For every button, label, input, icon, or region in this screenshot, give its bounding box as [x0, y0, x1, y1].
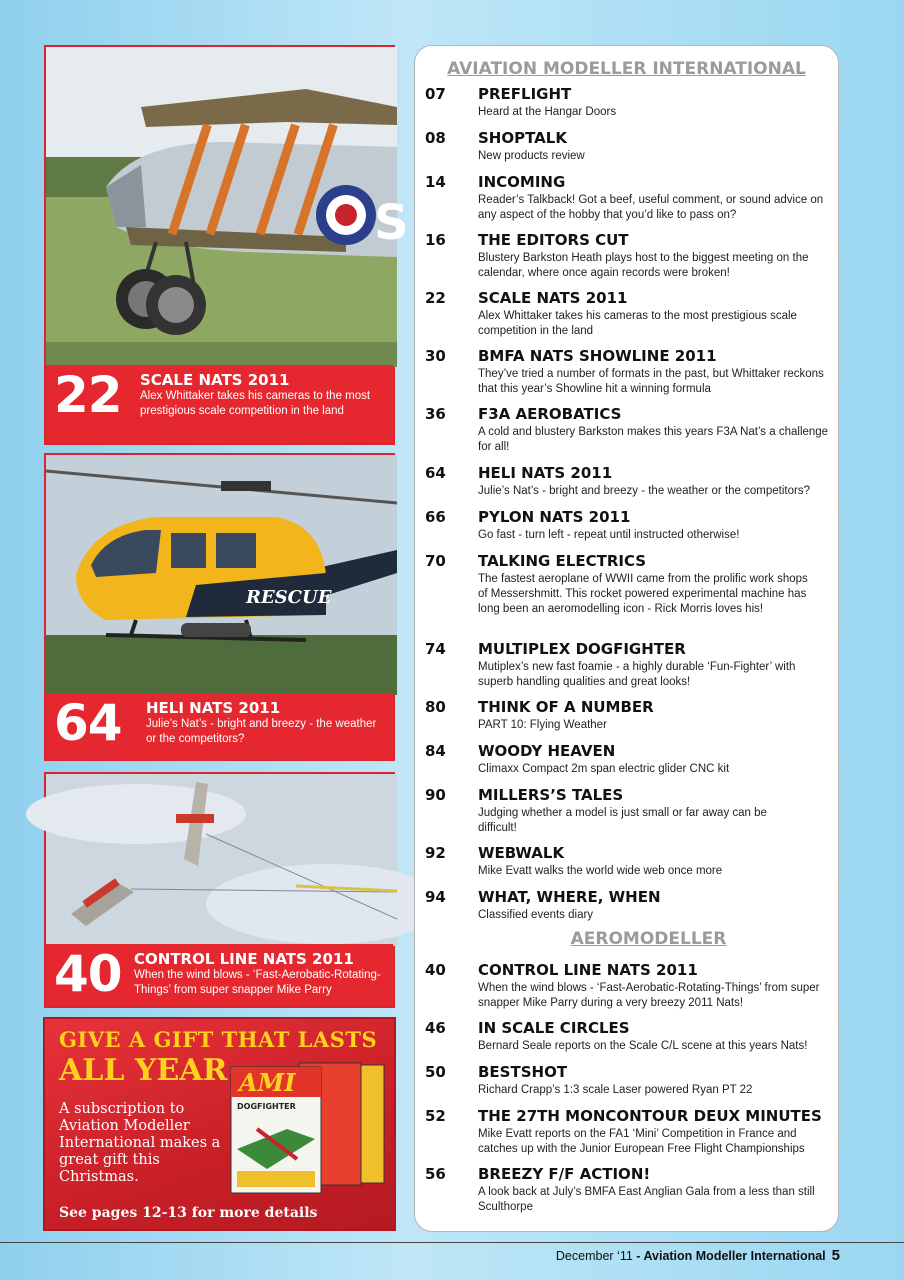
footer-date: December ‘11: [555, 1249, 633, 1263]
feature-page-number: 22: [54, 366, 122, 424]
feature-title: CONTROL LINE NATS 2011: [134, 950, 354, 968]
entry-title: TALKING ELECTRICS: [478, 552, 647, 570]
feature-scale-nats[interactable]: [44, 45, 409, 445]
entry-title: CONTROL LINE NATS 2011: [478, 961, 698, 979]
helicopter-photo: [46, 455, 393, 695]
biplane-photo: [46, 47, 409, 367]
feature-description: Julie’s Nat’s - bright and breezy - the weather or the competitors?: [146, 718, 377, 745]
control-line-photo: [46, 774, 393, 946]
gift-body-text: A subscription to Aviation Modeller International makes a great gift this Christmas.: [59, 1101, 221, 1185]
control-line-illustration: [46, 774, 397, 946]
feature-title: HELI NATS 2011: [146, 699, 281, 717]
footer-rule: [0, 1242, 904, 1243]
entry-page-number: 52: [425, 1107, 446, 1125]
entry-page-number: 66: [425, 508, 446, 526]
feature-caption: [46, 944, 393, 1006]
entry-description: Mutiplex’s new fast foamie - a highly durable ‘Fun-Fighter’ with superb handling qualities and great looks!: [478, 661, 796, 688]
entry-title: THINK OF A NUMBER: [478, 698, 654, 716]
entry-title: F3A AEROBATICS: [478, 405, 622, 423]
entry-title: BMFA NATS SHOWLINE 2011: [478, 347, 717, 365]
cover-logo: AMI: [239, 1068, 296, 1097]
entry-page-number: 64: [425, 464, 446, 482]
entry-description: When the wind blows - ‘Fast-Aerobatic-Rotating-Things’ from super snapper Mike Parry during a very breezy 2011 Nats!: [478, 982, 820, 1009]
feature-control-line-nats[interactable]: [44, 772, 395, 1008]
entry-page-number: 92: [425, 844, 446, 862]
entry-description: Bernard Seale reports on the Scale C/L scene at this years Nats!: [478, 1040, 808, 1052]
gift-headline-line2: ALL YEAR: [59, 1053, 228, 1088]
magazine-covers-image: [227, 1059, 392, 1199]
entry-page-number: 50: [425, 1063, 446, 1081]
entry-description: Blustery Barkston Heath plays host to the biggest meeting on the calendar, where once again records were broken!: [478, 252, 809, 279]
entry-description: They’ve tried a number of formats in the past, but Whittaker reckons that this year’s Showline hit a winning formula: [478, 368, 824, 395]
gift-subscription-ad[interactable]: [43, 1017, 396, 1231]
entry-title: IN SCALE CIRCLES: [478, 1019, 630, 1037]
helicopter-illustration: [46, 455, 397, 695]
entry-description: Alex Whittaker takes his cameras to the most prestigious scale competition in the land: [478, 310, 797, 337]
entry-title: MILLERS’S TALES: [478, 786, 624, 804]
cover-headline: DOGFIGHTER: [237, 1102, 296, 1111]
page-footer: [556, 1247, 840, 1264]
feature-heli-nats[interactable]: [44, 453, 395, 761]
entry-title: PREFLIGHT: [478, 85, 572, 103]
gift-headline-line1: GIVE A GIFT THAT LASTS: [59, 1027, 378, 1052]
entry-title: BESTSHOT: [478, 1063, 568, 1081]
entry-title: WOODY HEAVEN: [478, 742, 616, 760]
biplane-illustration: [46, 47, 409, 367]
entry-title: BREEZY F/F ACTION!: [478, 1165, 651, 1183]
footer-page-number: 5: [831, 1247, 840, 1264]
entry-description: Mike Evatt reports on the FA1 ‘Mini’ Competition in France and catches up with the Junior European Free Flight Championships: [478, 1128, 805, 1155]
entry-description: Richard Crapp’s 1:3 scale Laser powered Ryan PT 22: [478, 1084, 753, 1096]
footer-magazine-name: Aviation Modeller International: [643, 1249, 826, 1263]
section-heading-ami: AVIATION MODELLER INTERNATIONAL: [447, 59, 806, 79]
entry-page-number: 80: [425, 698, 446, 716]
biplane-tail-letter: S: [374, 195, 409, 251]
entry-description: New products review: [478, 150, 585, 162]
entry-description: Judging whether a model is just small or far away can be difficult!: [478, 807, 767, 834]
entry-page-number: 36: [425, 405, 446, 423]
entry-page-number: 90: [425, 786, 446, 804]
contents-panel: [414, 45, 839, 1232]
entry-title: PYLON NATS 2011: [478, 508, 631, 526]
feature-caption: [46, 365, 393, 443]
entry-page-number: 30: [425, 347, 446, 365]
entry-title: MULTIPLEX DOGFIGHTER: [478, 640, 686, 658]
entry-description: A cold and blustery Barkston makes this years F3A Nat’s a challenge for all!: [478, 426, 829, 453]
entry-title: SHOPTALK: [478, 129, 567, 147]
gift-see-pages-link[interactable]: See pages 12-13 for more details: [59, 1205, 318, 1221]
entry-description: A look back at July’s BMFA East Anglian Gala from a less than still Sculthorpe: [478, 1186, 815, 1213]
entry-description: Julie’s Nat’s - bright and breezy - the weather or the competitors?: [478, 485, 810, 497]
entry-page-number: 14: [425, 173, 446, 191]
entry-page-number: 08: [425, 129, 446, 147]
entry-page-number: 07: [425, 85, 446, 103]
entry-page-number: 40: [425, 961, 446, 979]
entry-description: Heard at the Hangar Doors: [478, 106, 617, 118]
entry-title: SCALE NATS 2011: [478, 289, 628, 307]
entry-description: The fastest aeroplane of WWII came from the prolific work shops of Messershmitt. This rocket powered experimental machine has long been an aeromodelling icon - Rick Morris loves his!: [478, 573, 808, 615]
entry-title: WHAT, WHERE, WHEN: [478, 888, 661, 906]
entry-description: Go fast - turn left - repeat until instructed otherwise!: [478, 529, 740, 541]
entry-description: Reader’s Talkback! Got a beef, useful comment, or sound advice on any aspect of the hobby that you’d like to pass on?: [478, 194, 824, 221]
entry-page-number: 22: [425, 289, 446, 307]
entry-page-number: 16: [425, 231, 446, 249]
feature-caption: [46, 693, 393, 759]
entry-title: THE 27TH MONCONTOUR DEUX MINUTES: [478, 1107, 822, 1125]
entry-description: PART 10: Flying Weather: [478, 719, 607, 731]
feature-description: When the wind blows - ‘Fast-Aerobatic-Rotating-Things’ from super snapper Mike Parry: [134, 969, 381, 996]
entry-page-number: 46: [425, 1019, 446, 1037]
helicopter-rescue-text: RESCUE: [246, 587, 332, 608]
entry-description: Classified events diary: [478, 909, 594, 921]
entry-page-number: 70: [425, 552, 446, 570]
feature-page-number: 64: [54, 694, 122, 752]
feature-page-number: 40: [54, 945, 122, 1003]
entry-title: INCOMING: [478, 173, 566, 191]
entry-page-number: 94: [425, 888, 446, 906]
entry-description: Climaxx Compact 2m span electric glider CNC kit: [478, 763, 730, 775]
entry-page-number: 56: [425, 1165, 446, 1183]
entry-title: WEBWALK: [478, 844, 565, 862]
entry-page-number: 74: [425, 640, 446, 658]
feature-description: Alex Whittaker takes his cameras to the most prestigious scale competition in the land: [140, 390, 371, 417]
entry-page-number: 84: [425, 742, 446, 760]
entry-title: HELI NATS 2011: [478, 464, 613, 482]
entry-description: Mike Evatt walks the world wide web once more: [478, 865, 723, 877]
feature-title: SCALE NATS 2011: [140, 371, 290, 389]
section-heading-aeromodeller: AEROMODELLER: [570, 929, 727, 949]
footer-separator: -: [632, 1249, 644, 1263]
entry-title: THE EDITORS CUT: [478, 231, 629, 249]
